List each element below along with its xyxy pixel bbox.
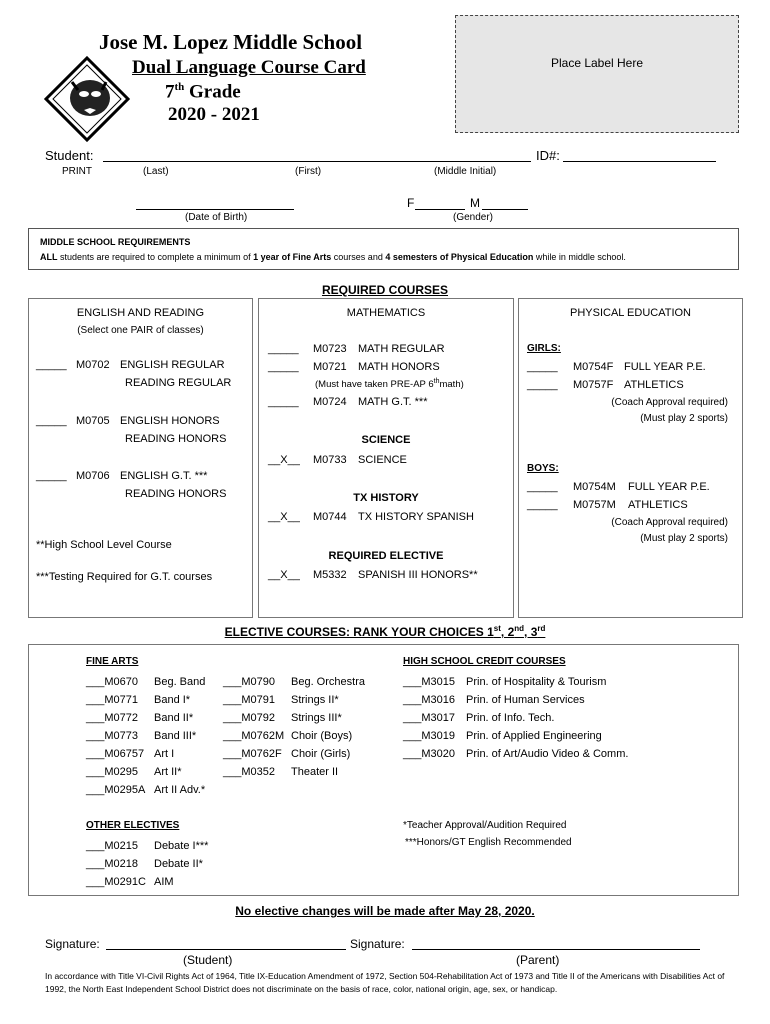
pe-boys-option-2[interactable]: _____ M0757M ATHLETICS	[527, 499, 688, 511]
card-title: Dual Language Course Card	[132, 57, 366, 78]
fine-arts-option[interactable]	[86, 727, 205, 745]
hs-credit-option[interactable]	[403, 691, 628, 709]
course-name: Strings III*	[291, 712, 342, 724]
gender-m-field[interactable]	[482, 209, 528, 210]
school-year: 2020 - 2021	[168, 104, 260, 125]
parent-caption: (Parent)	[516, 953, 560, 967]
requirements-text: ALL students are required to complete a minimum of 1 year of Fine Arts courses and 4 semesters of Physical Education while in middle school.	[40, 252, 626, 262]
course-name: Beg. Orchestra	[291, 676, 365, 688]
fine-arts-option[interactable]	[223, 727, 365, 745]
course-code: ___M0291C	[86, 876, 146, 888]
course-code: ___M0790	[223, 676, 275, 688]
tx-history-option[interactable]: __X__ M0744 TX HISTORY SPANISH	[268, 511, 474, 523]
id-label: ID#:	[536, 148, 560, 163]
pe-boys-note-1: (Coach Approval required)	[611, 517, 728, 528]
course-name: Band II*	[154, 712, 194, 724]
fine-arts-option[interactable]	[86, 763, 205, 781]
course-name: Beg. Band	[154, 676, 206, 688]
course-code: ___M3020	[403, 748, 455, 760]
student-caption: (Student)	[183, 953, 233, 967]
label-box	[455, 15, 739, 133]
english-option-3-reading: READING HONORS	[125, 488, 227, 500]
course-name: Art I	[154, 748, 175, 760]
course-name: Prin. of Applied Engineering	[466, 730, 602, 742]
pe-boys-option-1[interactable]: _____ M0754M FULL YEAR P.E.	[527, 481, 710, 493]
course-code: ___M0772	[86, 712, 138, 724]
gender-f-field[interactable]	[415, 209, 465, 210]
fine-arts-col-1	[86, 673, 205, 799]
signature-student-field[interactable]	[106, 949, 346, 950]
course-code: ___M0762M	[223, 730, 285, 742]
course-name: Choir (Girls)	[291, 748, 351, 760]
course-name: Prin. of Art/Audio Video & Comm.	[466, 748, 629, 760]
last-label: (Last)	[143, 166, 169, 177]
print-label: PRINT	[62, 166, 92, 177]
course-name: Theater II	[291, 766, 339, 778]
course-name: Prin. of Human Services	[466, 694, 585, 706]
course-code: ___M0791	[223, 694, 275, 706]
science-option[interactable]: __X__ M0733 SCIENCE	[268, 454, 407, 466]
fine-arts-title: FINE ARTS	[86, 656, 139, 667]
english-option-3[interactable]: _____ M0706 ENGLISH G.T. ***	[36, 470, 208, 482]
fine-arts-option[interactable]	[223, 745, 365, 763]
english-box	[28, 298, 253, 618]
math-option-regular[interactable]: _____ M0723 MATH REGULAR	[268, 343, 445, 355]
gender-label: (Gender)	[453, 212, 494, 223]
other-electives-list	[86, 837, 208, 891]
pe-girls-option-2[interactable]: _____ M0757F ATHLETICS	[527, 379, 684, 391]
course-name: AIM	[154, 876, 174, 888]
hs-credit-option[interactable]	[403, 745, 628, 763]
required-courses-heading: REQUIRED COURSES	[321, 283, 449, 297]
other-elective-option[interactable]	[86, 873, 208, 891]
pe-girls-option-1[interactable]: _____ M0754F FULL YEAR P.E.	[527, 361, 706, 373]
pe-girls-note-1: (Coach Approval required)	[611, 397, 728, 408]
course-name: Prin. of Info. Tech.	[466, 712, 555, 724]
english-option-1-reading: READING REGULAR	[125, 377, 232, 389]
course-name: Prin. of Hospitality & Tourism	[466, 676, 607, 688]
course-code: ___M0295	[86, 766, 138, 778]
label-box-text: Place Label Here	[550, 56, 644, 70]
course-name: Strings II*	[291, 694, 339, 706]
electives-heading: ELECTIVE COURSES: RANK YOUR CHOICES 1st, 2nd, 3rd	[224, 624, 546, 639]
gender-f-label: F	[407, 196, 415, 210]
course-code: ___M0773	[86, 730, 138, 742]
requirements-box	[28, 228, 739, 270]
requirements-title: MIDDLE SCHOOL REQUIREMENTS	[40, 237, 191, 247]
fine-arts-option[interactable]	[86, 691, 205, 709]
other-electives-title: OTHER ELECTIVES	[86, 820, 180, 831]
science-title: SCIENCE	[361, 434, 411, 446]
english-note: (Select one PAIR of classes)	[77, 325, 204, 336]
middle-initial-label: (Middle Initial)	[434, 166, 497, 177]
course-code: ___M0771	[86, 694, 138, 706]
math-honors-note: (Must have taken PRE-AP 6thmath)	[315, 378, 464, 391]
course-name: Band I*	[154, 694, 191, 706]
hs-credit-option[interactable]	[403, 727, 628, 745]
course-code: ___M0762F	[223, 748, 282, 760]
tx-history-title: TX HISTORY	[353, 492, 419, 504]
no-changes-notice: No elective changes will be made after May 28, 2020.	[235, 904, 535, 918]
signature-parent-field[interactable]	[412, 949, 700, 950]
course-name: Choir (Boys)	[291, 730, 353, 742]
english-title: ENGLISH AND READING	[76, 307, 205, 319]
required-elective-title: REQUIRED ELECTIVE	[328, 550, 444, 562]
course-code: ___M06757	[86, 748, 145, 760]
school-logo	[44, 56, 130, 142]
course-code: ___M3016	[403, 694, 455, 706]
math-option-gt[interactable]: _____ M0724 MATH G.T. ***	[268, 396, 428, 408]
grade: 7th Grade	[165, 81, 241, 103]
student-label: Student:	[45, 148, 94, 163]
dob-label: (Date of Birth)	[185, 212, 248, 223]
dob-field[interactable]	[136, 209, 294, 210]
fine-arts-option[interactable]	[223, 691, 365, 709]
signature-parent-label: Signature:	[350, 937, 405, 951]
course-name: Band III*	[154, 730, 197, 742]
course-code: ___M0215	[86, 840, 138, 852]
boys-label: BOYS:	[527, 463, 559, 474]
elective-note-2: ***Honors/GT English Recommended	[405, 837, 572, 848]
course-code: ___M3017	[403, 712, 455, 724]
student-name-field[interactable]	[103, 161, 531, 162]
other-elective-option[interactable]	[86, 855, 208, 873]
girls-label: GIRLS:	[527, 343, 561, 354]
fine-arts-option[interactable]	[86, 709, 205, 727]
course-code: ___M3019	[403, 730, 455, 742]
first-label: (First)	[295, 166, 322, 177]
english-option-1[interactable]: _____ M0702 ENGLISH REGULAR	[36, 359, 225, 371]
course-code: ___M3015	[403, 676, 455, 688]
english-option-2-reading: READING HONORS	[125, 433, 227, 445]
english-option-2[interactable]: _____ M0705 ENGLISH HONORS	[36, 415, 220, 427]
fine-arts-option[interactable]	[223, 709, 365, 727]
id-field[interactable]	[563, 161, 716, 162]
signature-student-label: Signature:	[45, 937, 100, 951]
elective-note-1: *Teacher Approval/Audition Required	[403, 820, 567, 831]
course-name: Art II Adv.*	[154, 784, 206, 796]
pe-boys-note-2: (Must play 2 sports)	[640, 533, 728, 544]
fine-arts-col-2	[223, 673, 365, 781]
school-name: Jose M. Lopez Middle School	[99, 30, 363, 54]
course-code: ___M0352	[223, 766, 275, 778]
fine-arts-option[interactable]	[223, 763, 365, 781]
fine-arts-option[interactable]	[223, 673, 365, 691]
hs-credit-list	[403, 673, 628, 763]
course-name: Debate I***	[154, 840, 209, 852]
required-elective-option[interactable]: __X__ M5332 SPANISH III HONORS**	[268, 569, 478, 581]
course-name: Debate II*	[154, 858, 203, 870]
fine-arts-option[interactable]	[86, 745, 205, 763]
pe-girls-note-2: (Must play 2 sports)	[640, 413, 728, 424]
hs-credit-title: HIGH SCHOOL CREDIT COURSES	[403, 656, 566, 667]
math-title: MATHEMATICS	[346, 307, 426, 319]
math-option-honors[interactable]: _____ M0721 MATH HONORS	[268, 361, 440, 373]
hs-credit-option[interactable]	[403, 709, 628, 727]
gender-m-label: M	[470, 196, 480, 210]
other-elective-option[interactable]	[86, 837, 208, 855]
pe-title: PHYSICAL EDUCATION	[569, 307, 692, 319]
disclaimer: In accordance with Title VI-Civil Rights Act of 1964, Title IX-Education Amendment of 1972, Section 504-Rehabilitation Act of 1973 and Title II of the Americans with Disabilities Act of 1992, the North East Independent School District does not discriminate on the basis of race, color, national origin, age, sex, or handicap.	[45, 971, 725, 994]
english-footnote-1: **High School Level Course	[36, 539, 172, 551]
course-code: ___M0792	[223, 712, 275, 724]
course-code: ___M0218	[86, 858, 138, 870]
fine-arts-option[interactable]	[86, 781, 205, 799]
course-code: ___M0670	[86, 676, 138, 688]
course-code: ___M0295A	[86, 784, 146, 796]
english-footnote-2: ***Testing Required for G.T. courses	[36, 571, 213, 583]
hs-credit-option[interactable]	[403, 673, 628, 691]
course-name: Art II*	[154, 766, 182, 778]
fine-arts-option[interactable]	[86, 673, 205, 691]
